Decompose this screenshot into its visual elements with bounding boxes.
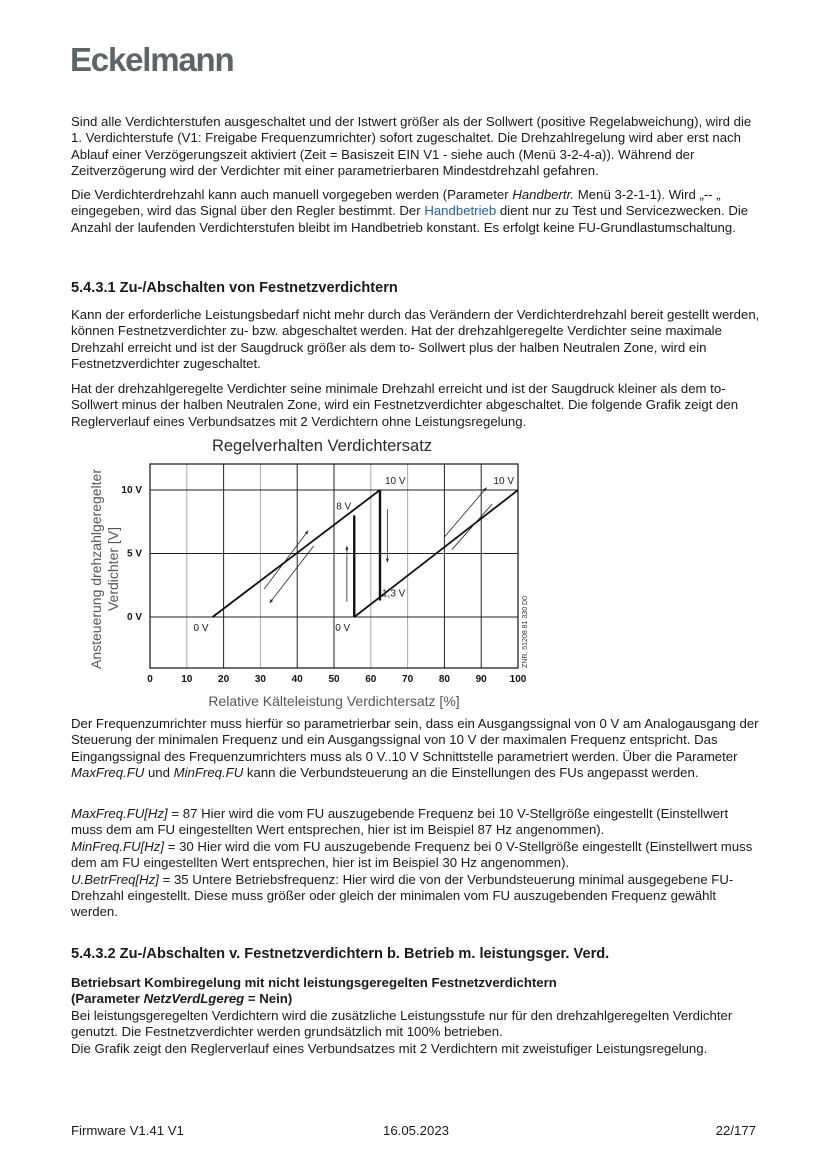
point-label: 10 V: [493, 476, 514, 487]
chart-ticks: [121, 485, 526, 685]
point-label: 0 V: [193, 623, 209, 634]
param-handbertr: Handbertr.: [512, 187, 575, 202]
arrow-shaft: [264, 531, 308, 589]
paragraph-frequency-converter: [71, 716, 761, 782]
param-maxfreq: MaxFreq.FU: [71, 765, 145, 781]
x-tick-label: 60: [365, 674, 377, 685]
guide-line: [452, 504, 492, 550]
text: = 35 Untere Betriebsfrequenz: Hier wird die von der Verbundsteuerung minimal ausgegebene FU-Drehzahl eingestellt. Diese muss größer oder gleich der minimalen vom FU auszugebenden Frequenz gewählt werden.: [71, 871, 734, 920]
x-tick-label: 30: [254, 674, 266, 685]
footer-firmware: Firmware V1.41 V1: [71, 1123, 184, 1138]
drawing-number: ZNR. 51208 81 330 D0: [522, 596, 529, 668]
y-tick-label: 5 V: [126, 548, 142, 560]
x-tick-label: 20: [218, 674, 230, 685]
paragraph-switch-on: Kann der erforderliche Leistungsbedarf nicht mehr durch das Verändern der Verdichterdrehzahl bereit gestellt werden, können Festnetzverdichter zu- bzw. abgeschaltet werden. Hat der drehzahlgeregelte Verdichter seine maximale Drehzahl erreicht und ist der Saugdruck größer als dem to- Sollwert plus der halben Neutralen Zone, wird ein Festnetzverdichter zugeschaltet.: [71, 307, 760, 372]
chart-grid: [150, 464, 518, 668]
x-tick-label: 100: [509, 674, 527, 685]
paragraph-switch-off: Hat der drehzahlgeregelte Verdichter seine minimale Drehzahl erreicht und ist der Saugdruck kleiner als dem to- Sollwert minus der halben Neutralen Zone, wird ein Festnetzverdichter abgeschaltet. Die folgende Grafik zeigt den Reglerverlauf eines Verbundsatzes mit 2 Verdichtern ohne Leistungsregelung.: [71, 381, 739, 429]
direction-arrow: [345, 546, 348, 602]
x-tick-label: 80: [438, 674, 450, 685]
param-minfreq-hz: MinFreq.FU[Hz]: [71, 838, 165, 854]
text: (Parameter: [71, 991, 144, 1007]
y-tick-label: 0 V: [126, 612, 142, 623]
text: Menü 3-2-1-1). Wird „-- „ eingegeben, wird das Signal über den Regler bestimmt. Der: [71, 187, 721, 219]
chart-marks: [194, 476, 518, 634]
x-axis-label: Relative Kälteleistung Verdichtersatz [%]: [208, 693, 460, 709]
subheading-mode: Betriebsart Kombiregelung mit nicht leistungsgeregelten Festnetzverdichtern: [71, 975, 557, 990]
y-tick-label: 10 V: [121, 485, 142, 496]
control-behavior-chart: [80, 434, 540, 714]
point-label: 1,3 V: [382, 588, 406, 600]
section-heading-5431: 5.4.3.1 Zu-/Abschalten von Festnetzverdichtern: [71, 280, 398, 296]
point-label: 8 V: [336, 501, 352, 513]
text: und: [144, 765, 174, 781]
section-heading-5432: 5.4.3.2 Zu-/Abschalten v. Festnetzverdichtern b. Betrieb m. leistungsger. Verd.: [71, 946, 610, 962]
param-maxfreq-hz: MaxFreq.FU[Hz]: [71, 806, 168, 821]
y-axis-label-line2: Verdichter [V]: [105, 526, 121, 612]
x-tick-label: 90: [475, 674, 487, 685]
x-tick-label: 40: [291, 674, 303, 685]
text: Der Frequenzumrichter muss hierfür so parametrierbar sein, dass ein Ausgangssignal von 0 V am Analogausgang der Steuerung der minimalen Frequenz und ein Ausgangssignal von 10 V der maximalen Frequenz entspricht. Das Eingangssignal des Frequenzumrichters muss als 0 V..10 V Schnittstelle parametriert werden. Über die Parameter: [71, 716, 759, 764]
footer-date: 16.05.2023: [383, 1123, 450, 1138]
param-netzverdlgereg: NetzVerdLgereg: [143, 991, 245, 1007]
paragraph-intro: Sind alle Verdichterstufen ausgeschaltet und der Istwert größer als der Sollwert (positive Regelabweichung), wird die 1. Verdichterstufe (V1: Freigabe Frequenzumrichter) sofort zugeschaltet. Die Drehzahlregelung wird aber erst nach Ablauf einer Verzögerungszeit aktiviert (Zeit = Basiszeit EIN V1 - siehe auch (Menü 3-2-4-a)). Während der Zeitverzögerung wird der Verdichter mit einer parametrierbaren Mindestdrehzahl gefahren.: [71, 114, 752, 179]
param-minfreq: MinFreq.FU: [173, 765, 244, 781]
paragraph-combi-control: [71, 975, 761, 1057]
text: = 30 Hier wird die vom FU auszugebende Frequenz bei 0 V-Stellgröße eingestellt (Einstellwert muss dem am FU eingestellten Wert entsprechen, hier ist im Beispiel 30 Hz angenommen).: [71, 838, 753, 871]
arrowhead: [345, 546, 348, 550]
text: Bei leistungsgeregelten Verdichtern wird die zusätzliche Leistungsstufe nur für den drehzahlgeregelten Verdichter genutzt. Die Festnetzverdichter werden grundsätzlich mit 100% betrieben.: [71, 1007, 733, 1040]
text: Die Grafik zeigt den Reglerverlauf eines Verbundsatzes mit 2 Verdichtern mit zweistufiger Leistungsregelung.: [71, 1040, 708, 1056]
param-ubetrfreq-hz: U.BetrFreq[Hz]: [71, 871, 159, 887]
y-axis-label-line1: Ansteuerung drehzahlgeregelter: [88, 468, 104, 670]
text: = Nein): [244, 991, 293, 1007]
direction-arrow: [264, 531, 308, 589]
arrow-shaft: [270, 546, 314, 603]
x-tick-label: 50: [328, 674, 340, 685]
subheading-param: [71, 991, 292, 1006]
text: kann die Verbundsteuerung an die Einstellungen des FUs angepasst werden.: [243, 765, 699, 781]
x-tick-label: 70: [402, 674, 414, 685]
point-label: 10 V: [385, 476, 406, 487]
link-handbetrieb[interactable]: Handbetrieb: [424, 203, 497, 219]
x-tick-label: 10: [181, 674, 193, 685]
paragraph-parameters: [71, 806, 761, 921]
text: dient nur zu Test und Servicezwecken. Die Anzahl der laufenden Verdichterstufen bleibt im Handbetrieb konstant. Es erfolgt keine FU-Grundlastumschaltung.: [71, 203, 749, 235]
arrowhead: [386, 559, 389, 563]
footer-page-number: 22/177: [715, 1123, 756, 1138]
eckelmann-logo: Eckelmann: [70, 41, 234, 78]
direction-arrow: [270, 546, 314, 603]
point-label: 0 V: [335, 623, 351, 634]
paragraph-manual-speed: [71, 187, 761, 236]
chart-title: Regelverhalten Verdichtersatz: [211, 437, 433, 455]
text: Die Verdichterdrehzahl kann auch manuell vorgegeben werden (Parameter: [71, 187, 513, 202]
x-tick-label: 0: [147, 674, 153, 685]
text: = 87 Hier wird die vom FU auszugebende Frequenz bei 10 V-Stellgröße eingestellt (Einstellwert muss dem am FU eingestellten Wert entsprechen, hier ist im Beispiel 87 Hz angenommen).: [71, 806, 729, 838]
direction-arrow: [386, 509, 389, 562]
